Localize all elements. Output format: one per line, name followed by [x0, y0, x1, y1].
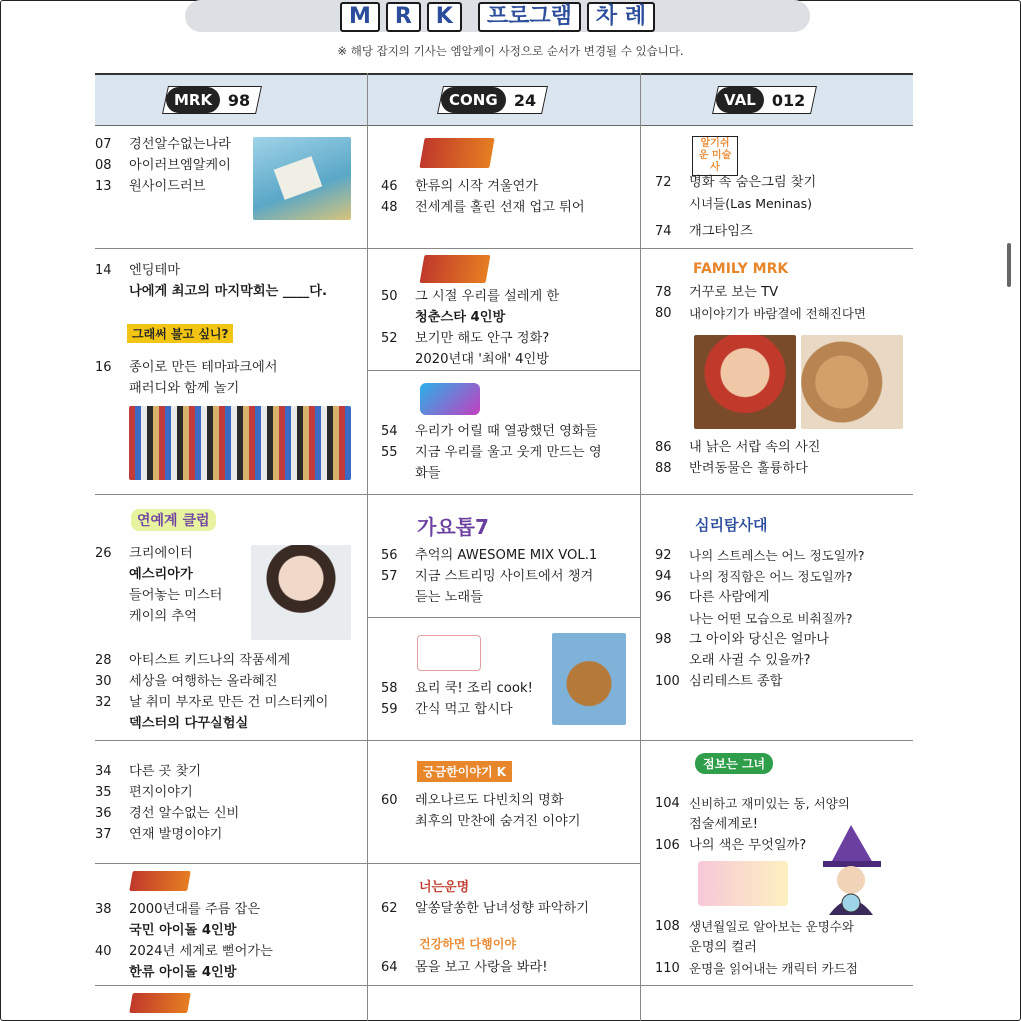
- title-letter-k: K: [427, 2, 462, 32]
- entry-title: 편지이야기: [129, 785, 193, 800]
- entry-title: 크리에이터: [129, 546, 193, 561]
- toc-entry[interactable]: [381, 176, 636, 197]
- cats-photo: [801, 335, 903, 429]
- toc-entry[interactable]: [655, 916, 910, 937]
- toc-entry[interactable]: [381, 442, 636, 463]
- page-number: 88: [655, 461, 672, 476]
- entry-title: 다른 사람에게: [689, 590, 770, 605]
- row-divider: [367, 985, 640, 986]
- toc-entry[interactable]: [381, 421, 636, 442]
- page-number: 100: [655, 674, 680, 689]
- column-badge-cong: [437, 86, 548, 114]
- toc-entry[interactable]: [95, 671, 360, 692]
- toc-entry[interactable]: [655, 172, 910, 193]
- entry-title: 나에게 최고의 마지막회는 ____다.: [129, 284, 328, 299]
- page-number: 78: [655, 285, 672, 300]
- page-number: 36: [95, 806, 112, 821]
- page-number: [381, 349, 415, 370]
- page-number: 38: [95, 902, 112, 917]
- toc-entry[interactable]: [655, 282, 910, 303]
- entry-title: 다른 곳 찾기: [129, 764, 202, 779]
- entry-title: 청춘스타 4인방: [415, 310, 506, 325]
- entry-title: 신비하고 재미있는 동, 서양의: [689, 796, 850, 811]
- page-number: 50: [381, 289, 398, 304]
- toc-entry[interactable]: [381, 811, 636, 832]
- toc-entry[interactable]: [381, 307, 636, 328]
- column-number: 012: [771, 90, 806, 110]
- entry-title: 운명의 컬러: [689, 940, 757, 955]
- row-divider: [95, 494, 367, 495]
- toc-entry[interactable]: [655, 193, 910, 214]
- row-divider: [640, 985, 913, 986]
- retro-logo-icon: [420, 255, 491, 283]
- toc-entry[interactable]: [655, 437, 910, 458]
- toc-entry[interactable]: [95, 761, 360, 782]
- section-list: [95, 357, 360, 399]
- entry-title: 거꾸로 보는 TV: [689, 285, 779, 300]
- page-number: [655, 650, 689, 671]
- section-logo: 너는운명: [419, 880, 470, 895]
- column-number: 98: [228, 90, 251, 110]
- page-number: 55: [381, 445, 398, 460]
- toc-entry[interactable]: [655, 793, 910, 814]
- page-number: 07: [95, 137, 112, 152]
- page-number: 72: [655, 175, 672, 190]
- movie-logo-icon: [420, 383, 480, 415]
- toc-entry[interactable]: [655, 958, 910, 979]
- entry-title: 한류의 시작 겨울연가: [415, 179, 539, 194]
- toc-entry[interactable]: [655, 545, 910, 566]
- entry-title: 오래 사귈 수 있을까?: [689, 653, 811, 668]
- section-list: [655, 437, 910, 479]
- entry-title: 최후의 만찬에 숨겨진 이야기: [415, 814, 581, 829]
- column-divider: [640, 73, 641, 1021]
- entry-title: 명화 속 숨은그림 찾기: [689, 175, 817, 190]
- toc-entry[interactable]: [655, 458, 910, 479]
- entry-title: 내이야기가 바람결에 전해진다면: [689, 306, 866, 321]
- section-logo: 심리탐사대: [695, 516, 768, 534]
- entry-title: 그 아이와 당신은 얼마나: [689, 632, 829, 647]
- column-code: MRK: [166, 87, 220, 113]
- toc-entry[interactable]: [381, 957, 636, 978]
- page-number: 94: [655, 569, 672, 584]
- page-number: [95, 564, 129, 585]
- toc-entry[interactable]: [95, 155, 245, 176]
- column-badge-mrk: [162, 86, 262, 114]
- section-list: [655, 916, 910, 979]
- entry-title: 국민 아이돌 4인방: [129, 923, 237, 938]
- page-number: [95, 920, 129, 941]
- toc-entry[interactable]: [655, 608, 910, 629]
- entry-title: 시녀들(Las Meninas): [689, 196, 813, 211]
- page-number: 08: [95, 158, 112, 173]
- page-number: [655, 193, 689, 214]
- section-logo: 궁금한이야기 K: [417, 761, 512, 782]
- page-number: 108: [655, 919, 680, 934]
- section-list: [655, 172, 910, 242]
- toc-entry[interactable]: [95, 782, 360, 803]
- page-number: [95, 585, 129, 606]
- entry-title: 반려동물은 훌륭하다: [689, 461, 808, 476]
- title-word: 프로그램: [478, 2, 581, 32]
- entry-title: 원사이드러브: [129, 179, 206, 194]
- entry-title: 그 시절 우리를 설레게 한: [415, 289, 560, 304]
- character-illustration: [698, 861, 788, 906]
- entry-title: 간식 먹고 합시다: [415, 702, 513, 717]
- page-number: 52: [381, 331, 398, 346]
- row-divider: [640, 740, 913, 741]
- entry-title: 화들: [415, 466, 441, 481]
- page-number: 58: [381, 681, 398, 696]
- column-badge-val: [712, 86, 817, 114]
- page-number: 104: [655, 796, 680, 811]
- section-logo: 건강하면 다행이야: [419, 937, 516, 951]
- entry-title: 세상을 여행하는 올라혜진: [129, 674, 278, 689]
- toc-entry[interactable]: [655, 629, 910, 650]
- section-logo: 점보는 그녀: [695, 753, 773, 774]
- toc-entry[interactable]: [95, 357, 360, 378]
- page-number: [655, 814, 689, 835]
- page-number: 110: [655, 961, 680, 976]
- row-divider: [367, 494, 640, 495]
- page-number: 48: [381, 200, 398, 215]
- contents-table: [95, 73, 913, 1021]
- page-number: [381, 307, 415, 328]
- entry-title: 2024년 세계로 뻗어가는: [129, 944, 273, 959]
- toc-entry[interactable]: [95, 606, 245, 627]
- section-list: [381, 286, 636, 370]
- page-number: 30: [95, 674, 112, 689]
- page-number: 46: [381, 179, 398, 194]
- section-list: [381, 790, 636, 832]
- entry-title: 전세계를 홀린 선재 업고 튀어: [415, 200, 585, 215]
- title-letter-m: M: [340, 2, 380, 32]
- retro-logo-icon: [129, 871, 191, 891]
- entry-title: 나는 어떤 모습으로 비춰질까?: [689, 611, 853, 626]
- entry-title: 우리가 어릴 때 열광했던 영화들: [415, 424, 598, 439]
- entry-title: 엔딩테마: [129, 263, 180, 278]
- entry-title: 알쏭달쏭한 남녀성향 파악하기: [415, 901, 589, 916]
- row-divider: [95, 740, 367, 741]
- section-list: [381, 678, 551, 720]
- toc-entry[interactable]: [655, 303, 910, 324]
- page-number: [655, 608, 689, 629]
- page-number: 62: [381, 901, 398, 916]
- page-number: 98: [655, 632, 672, 647]
- row-divider: [640, 248, 913, 249]
- notice-text: ※ 해당 잡지의 기사는 엠알케이 사정으로 순서가 변경될 수 있습니다.: [337, 44, 684, 58]
- column-code: CONG: [441, 87, 506, 113]
- toc-entry[interactable]: [381, 566, 636, 587]
- books-photo: [129, 406, 351, 480]
- page-number: 13: [95, 179, 112, 194]
- toc-entry[interactable]: [381, 699, 551, 720]
- retro-logo-icon: [419, 138, 494, 168]
- toc-entry[interactable]: [381, 678, 551, 699]
- row-divider: [95, 985, 367, 986]
- scrollbar-thumb[interactable]: [1007, 243, 1011, 287]
- row-divider: [367, 740, 640, 741]
- page-number: 64: [381, 960, 398, 975]
- toc-entry[interactable]: [95, 543, 245, 564]
- toc-entry[interactable]: [381, 898, 636, 919]
- page-number: 80: [655, 306, 672, 321]
- toc-entry[interactable]: [655, 937, 910, 958]
- page-number: 40: [95, 944, 112, 959]
- toc-entry[interactable]: [95, 803, 360, 824]
- row-divider: [367, 248, 640, 249]
- page-title: [185, 0, 810, 34]
- toc-entry[interactable]: [95, 899, 360, 920]
- page-number: 106: [655, 838, 680, 853]
- column-divider: [367, 73, 368, 1021]
- section-list: [95, 761, 360, 845]
- toc-entry[interactable]: [95, 713, 360, 734]
- section-list: [95, 899, 360, 983]
- toc-entry[interactable]: [381, 349, 636, 370]
- entry-title: 나의 정직함은 어느 정도일까?: [689, 569, 853, 584]
- toc-entry[interactable]: [381, 545, 636, 566]
- section-logo: 가요톱7: [417, 515, 489, 539]
- entry-title: 종이로 만든 테마파크에서: [129, 360, 278, 375]
- entry-title: 패러디와 함께 놀기: [129, 381, 240, 396]
- section-list: [381, 176, 636, 218]
- toc-entry[interactable]: [655, 221, 910, 242]
- section-list: [95, 134, 245, 197]
- toc-entry[interactable]: [95, 281, 360, 302]
- section-logo: FAMILY MRK: [693, 261, 789, 277]
- column-code: VAL: [716, 87, 764, 113]
- toc-entry[interactable]: [655, 566, 910, 587]
- toc-entry[interactable]: [381, 286, 636, 307]
- page-number: 37: [95, 827, 112, 842]
- page-number: 74: [655, 224, 672, 239]
- entry-title: 나의 스트레스는 어느 정도일까?: [689, 548, 865, 563]
- entry-title: 경선알수없는나라: [129, 137, 231, 152]
- title-letter-r: R: [386, 2, 421, 32]
- entry-title: 요리 쿡! 조리 cook!: [415, 681, 533, 696]
- row-divider: [95, 248, 367, 249]
- section-list: [95, 650, 360, 734]
- entry-title: 날 취미 부자로 만든 건 미스터케이: [129, 695, 329, 710]
- entry-title: 들어놓는 미스터: [129, 588, 223, 603]
- entry-title: 개그타임즈: [689, 224, 753, 239]
- page-number: 26: [95, 546, 112, 561]
- witch-illustration: [811, 825, 891, 915]
- page-number: [95, 281, 129, 302]
- toc-entry[interactable]: [655, 671, 910, 692]
- row-divider: [640, 494, 913, 495]
- toc-entry[interactable]: [95, 134, 245, 155]
- entry-title: 듣는 노래들: [415, 590, 483, 605]
- section-logo: 알기쉬운 미술사: [692, 136, 738, 176]
- cooking-logo-icon: [417, 635, 481, 671]
- page-number: 54: [381, 424, 398, 439]
- page-number: [381, 587, 415, 608]
- toc-entry[interactable]: [95, 176, 245, 197]
- toc-entry[interactable]: [95, 692, 360, 713]
- section-list: [95, 260, 360, 302]
- section-list: [655, 282, 910, 324]
- page-number: 16: [95, 360, 112, 375]
- toc-entry[interactable]: [95, 585, 245, 606]
- page-number: 60: [381, 793, 398, 808]
- page-number: 14: [95, 263, 112, 278]
- entry-title: 생년월일로 알아보는 운명수와: [689, 919, 854, 934]
- portrait-photo: [251, 545, 351, 640]
- entry-title: 보기만 해도 안구 정화?: [415, 331, 550, 346]
- column-number: 24: [513, 90, 536, 110]
- section-list: [381, 421, 636, 484]
- page-number: [381, 811, 415, 832]
- toc-entry[interactable]: [95, 260, 360, 281]
- toc-entry[interactable]: [95, 564, 245, 585]
- entry-title: 연재 발명이야기: [129, 827, 223, 842]
- page-number: 92: [655, 548, 672, 563]
- toc-entry[interactable]: [95, 962, 360, 983]
- entry-title: 아이러브엠알케이: [129, 158, 231, 173]
- entry-title: 지금 스트리밍 사이트에서 챙겨: [415, 569, 594, 584]
- page-number: [95, 713, 129, 734]
- entry-title: 레오나르도 다빈치의 명화: [415, 793, 564, 808]
- row-divider: [367, 370, 640, 371]
- page-number: 34: [95, 764, 112, 779]
- section-list: [95, 543, 245, 627]
- toc-entry[interactable]: [381, 587, 636, 608]
- entry-title: 점술세계로!: [689, 817, 758, 832]
- entry-title: 예스리아가: [129, 567, 193, 582]
- row-divider: [367, 617, 640, 618]
- section-list: [655, 545, 910, 692]
- toc-entry[interactable]: [95, 650, 360, 671]
- page-number: 56: [381, 548, 398, 563]
- page-number: 96: [655, 590, 672, 605]
- toc-entry[interactable]: [95, 941, 360, 962]
- child-photo: [694, 335, 796, 429]
- toc-entry[interactable]: [95, 378, 360, 399]
- entry-title: 한류 아이돌 4인방: [129, 965, 237, 980]
- toc-entry[interactable]: [95, 920, 360, 941]
- page-number: 32: [95, 695, 112, 710]
- entry-title: 아티스트 키드나의 작품세계: [129, 653, 291, 668]
- toc-entry[interactable]: [655, 650, 910, 671]
- page-number: 35: [95, 785, 112, 800]
- title-word2: 차 례: [587, 2, 655, 32]
- toc-entry[interactable]: [655, 587, 910, 608]
- toc-entry[interactable]: [381, 328, 636, 349]
- toc-entry[interactable]: [381, 463, 636, 484]
- entry-title: 추억의 AWESOME MIX VOL.1: [415, 548, 598, 563]
- entry-title: 2000년대를 주름 잡은: [129, 902, 261, 917]
- toc-entry[interactable]: [95, 824, 360, 845]
- page-number: [655, 937, 689, 958]
- page-number: 86: [655, 440, 672, 455]
- section-logo: 그래써 불고 싶니?: [127, 324, 233, 343]
- retro-logo-icon: [129, 993, 191, 1013]
- entry-title: 경선 알수없는 신비: [129, 806, 240, 821]
- section-logo: 연예계 클럽: [131, 509, 216, 531]
- entry-title: 운명을 읽어내는 캐릭터 카드점: [689, 961, 858, 976]
- entry-title: 심리테스트 종합: [689, 674, 783, 689]
- entry-title: 2020년대 '최애' 4인방: [415, 352, 550, 367]
- page-number: [95, 962, 129, 983]
- page-number: [95, 606, 129, 627]
- section-list: [381, 545, 636, 608]
- entry-title: 덱스터의 다꾸실험실: [129, 716, 249, 731]
- entry-title: 내 낡은 서랍 속의 사진: [689, 440, 821, 455]
- toc-entry[interactable]: [381, 790, 636, 811]
- row-divider: [367, 863, 640, 864]
- page-number: 59: [381, 702, 398, 717]
- page-number: [381, 463, 415, 484]
- entry-title: 나의 색은 무엇일까?: [689, 838, 807, 853]
- illustration-image: [253, 137, 351, 220]
- row-divider: [95, 863, 367, 864]
- page-number: 57: [381, 569, 398, 584]
- entry-title: 몸을 보고 사랑을 봐라!: [415, 960, 548, 975]
- entry-title: 케이의 추억: [129, 609, 197, 624]
- page-number: 28: [95, 653, 112, 668]
- section-list: [381, 898, 636, 919]
- page-number: [95, 378, 129, 399]
- entry-title: 지금 우리를 울고 웃게 만드는 영: [415, 445, 602, 460]
- food-photo: [552, 633, 626, 725]
- section-list: [381, 957, 636, 978]
- toc-entry[interactable]: [381, 197, 636, 218]
